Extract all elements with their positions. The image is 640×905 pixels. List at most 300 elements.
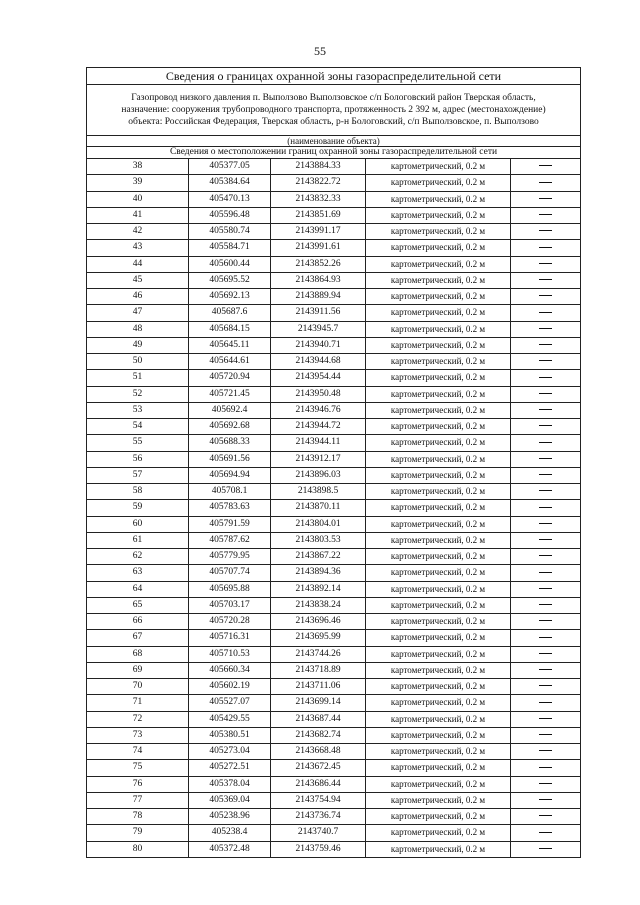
- dash-mark: [539, 783, 552, 784]
- coordinate-y: 2143718.89: [271, 662, 366, 678]
- point-number: 44: [87, 256, 189, 272]
- coordinate-y: 2143991.17: [271, 224, 366, 240]
- coordinate-y: 2143884.33: [271, 159, 366, 175]
- dash-mark: [539, 393, 552, 394]
- determination-method: картометрический, 0.2 м: [366, 419, 511, 435]
- coordinate-y: 2143944.11: [271, 435, 366, 451]
- empty-value-cell: [511, 776, 581, 792]
- dash-mark: [539, 523, 552, 524]
- dash-mark: [539, 653, 552, 654]
- empty-value-cell: [511, 354, 581, 370]
- point-number: 79: [87, 825, 189, 841]
- determination-method: картометрический, 0.2 м: [366, 256, 511, 272]
- empty-value-cell: [511, 224, 581, 240]
- coordinate-x: 405716.31: [189, 630, 271, 646]
- determination-method: картометрический, 0.2 м: [366, 662, 511, 678]
- coordinate-y: 2143991.61: [271, 240, 366, 256]
- coordinate-y: 2143672.45: [271, 760, 366, 776]
- coordinate-y: 2143954.44: [271, 370, 366, 386]
- point-number: 80: [87, 841, 189, 857]
- determination-method: картометрический, 0.2 м: [366, 614, 511, 630]
- table-row: [87, 646, 581, 662]
- dash-mark: [539, 328, 552, 329]
- determination-method: картометрический, 0.2 м: [366, 402, 511, 418]
- empty-value-cell: [511, 305, 581, 321]
- coordinate-x: 405584.71: [189, 240, 271, 256]
- coordinate-x: 405596.48: [189, 207, 271, 223]
- coordinate-x: 405694.94: [189, 467, 271, 483]
- point-number: 67: [87, 630, 189, 646]
- point-number: 47: [87, 305, 189, 321]
- dash-mark: [539, 718, 552, 719]
- determination-method: картометрический, 0.2 м: [366, 792, 511, 808]
- determination-method: картометрический, 0.2 м: [366, 289, 511, 305]
- dash-mark: [539, 442, 552, 443]
- coordinate-y: 2143940.71: [271, 337, 366, 353]
- table-row: [87, 825, 581, 841]
- table-row: [87, 727, 581, 743]
- point-number: 43: [87, 240, 189, 256]
- determination-method: картометрический, 0.2 м: [366, 305, 511, 321]
- coordinate-y: 2143832.33: [271, 191, 366, 207]
- point-number: 39: [87, 175, 189, 191]
- coordinate-x: 405600.44: [189, 256, 271, 272]
- table-row: [87, 159, 581, 175]
- determination-method: картометрический, 0.2 м: [366, 337, 511, 353]
- dash-mark: [539, 490, 552, 491]
- determination-method: картометрический, 0.2 м: [366, 435, 511, 451]
- coordinate-y: 2143889.94: [271, 289, 366, 305]
- determination-method: картометрический, 0.2 м: [366, 760, 511, 776]
- coordinate-y: 2143911.56: [271, 305, 366, 321]
- point-number: 52: [87, 386, 189, 402]
- coordinate-y: 2143687.44: [271, 711, 366, 727]
- coordinate-x: 405707.74: [189, 565, 271, 581]
- determination-method: картометрический, 0.2 м: [366, 744, 511, 760]
- determination-method: картометрический, 0.2 м: [366, 386, 511, 402]
- table-row: [87, 516, 581, 532]
- empty-value-cell: [511, 289, 581, 305]
- table-row: [87, 532, 581, 548]
- boundary-table: [86, 67, 581, 858]
- coordinate-x: 405470.13: [189, 191, 271, 207]
- determination-method: картометрический, 0.2 м: [366, 841, 511, 857]
- coordinate-y: 2143896.03: [271, 467, 366, 483]
- coordinate-y: 2143864.93: [271, 272, 366, 288]
- coordinate-x: 405687.6: [189, 305, 271, 321]
- point-number: 76: [87, 776, 189, 792]
- empty-value-cell: [511, 744, 581, 760]
- determination-method: картометрический, 0.2 м: [366, 500, 511, 516]
- determination-method: картометрический, 0.2 м: [366, 711, 511, 727]
- empty-value-cell: [511, 337, 581, 353]
- point-number: 78: [87, 809, 189, 825]
- table-row: [87, 467, 581, 483]
- document-title: Сведения о границах охранной зоны газораспределительной сети: [87, 68, 581, 85]
- point-number: 40: [87, 191, 189, 207]
- coordinate-y: 2143711.06: [271, 679, 366, 695]
- coordinate-x: 405695.88: [189, 581, 271, 597]
- empty-value-cell: [511, 565, 581, 581]
- point-number: 63: [87, 565, 189, 581]
- point-number: 51: [87, 370, 189, 386]
- empty-value-cell: [511, 760, 581, 776]
- coordinate-x: 405783.63: [189, 500, 271, 516]
- coordinate-y: 2143822.72: [271, 175, 366, 191]
- point-number: 77: [87, 792, 189, 808]
- table-row: [87, 662, 581, 678]
- coordinate-x: 405692.13: [189, 289, 271, 305]
- point-number: 46: [87, 289, 189, 305]
- coordinate-y: 2143695.99: [271, 630, 366, 646]
- coordinate-x: 405708.1: [189, 484, 271, 500]
- table-row: [87, 289, 581, 305]
- table-row: [87, 809, 581, 825]
- table-row: [87, 565, 581, 581]
- coordinate-x: 405684.15: [189, 321, 271, 337]
- point-number: 55: [87, 435, 189, 451]
- coordinate-x: 405791.59: [189, 516, 271, 532]
- coordinate-y: 2143803.53: [271, 532, 366, 548]
- point-number: 69: [87, 662, 189, 678]
- coordinate-y: 2143867.22: [271, 549, 366, 565]
- point-number: 48: [87, 321, 189, 337]
- dash-mark: [539, 604, 552, 605]
- coordinate-x: 405377.05: [189, 159, 271, 175]
- determination-method: картометрический, 0.2 м: [366, 354, 511, 370]
- point-number: 75: [87, 760, 189, 776]
- dash-mark: [539, 377, 552, 378]
- description-line: объекта: Российская Федерация, Тверская область, р-н Бологовский, с/п Выползовское, п. Выползово: [128, 117, 539, 127]
- table-row: [87, 370, 581, 386]
- dash-mark: [539, 815, 552, 816]
- determination-method: картометрический, 0.2 м: [366, 581, 511, 597]
- determination-method: картометрический, 0.2 м: [366, 727, 511, 743]
- empty-value-cell: [511, 825, 581, 841]
- dash-mark: [539, 637, 552, 638]
- coordinate-x: 405692.68: [189, 419, 271, 435]
- coordinate-y: 2143686.44: [271, 776, 366, 792]
- determination-method: картометрический, 0.2 м: [366, 240, 511, 256]
- table-row: [87, 175, 581, 191]
- table-row: [87, 386, 581, 402]
- determination-method: картометрический, 0.2 м: [366, 630, 511, 646]
- point-number: 64: [87, 581, 189, 597]
- coordinate-x: 405644.61: [189, 354, 271, 370]
- dash-mark: [539, 312, 552, 313]
- point-number: 60: [87, 516, 189, 532]
- point-number: 56: [87, 451, 189, 467]
- empty-value-cell: [511, 630, 581, 646]
- coordinate-y: 2143950.48: [271, 386, 366, 402]
- coordinate-y: 2143740.7: [271, 825, 366, 841]
- dash-mark: [539, 295, 552, 296]
- determination-method: картометрический, 0.2 м: [366, 516, 511, 532]
- dash-mark: [539, 750, 552, 751]
- point-number: 70: [87, 679, 189, 695]
- table-row: [87, 484, 581, 500]
- empty-value-cell: [511, 695, 581, 711]
- empty-value-cell: [511, 711, 581, 727]
- determination-method: картометрический, 0.2 м: [366, 159, 511, 175]
- coordinate-x: 405580.74: [189, 224, 271, 240]
- dash-mark: [539, 263, 552, 264]
- point-number: 53: [87, 402, 189, 418]
- coordinate-x: 405527.07: [189, 695, 271, 711]
- coordinate-y: 2143851.69: [271, 207, 366, 223]
- coordinate-x: 405378.04: [189, 776, 271, 792]
- coordinate-y: 2143759.46: [271, 841, 366, 857]
- determination-method: картометрический, 0.2 м: [366, 679, 511, 695]
- point-number: 62: [87, 549, 189, 565]
- empty-value-cell: [511, 792, 581, 808]
- dash-mark: [539, 539, 552, 540]
- empty-value-cell: [511, 256, 581, 272]
- dash-mark: [539, 214, 552, 215]
- empty-value-cell: [511, 419, 581, 435]
- determination-method: картометрический, 0.2 м: [366, 321, 511, 337]
- coordinate-x: 405691.56: [189, 451, 271, 467]
- determination-method: картометрический, 0.2 м: [366, 224, 511, 240]
- table-row: [87, 776, 581, 792]
- table-row: [87, 419, 581, 435]
- point-number: 38: [87, 159, 189, 175]
- point-number: 45: [87, 272, 189, 288]
- section-title: Сведения о местоположении границ охранной зоны газораспределительной сети: [87, 147, 581, 159]
- coordinate-y: 2143944.72: [271, 419, 366, 435]
- determination-method: картометрический, 0.2 м: [366, 484, 511, 500]
- description-line: Газопровод низкого давления п. Выползово Выползовское с/п Бологовский район Тверская область,: [131, 93, 536, 103]
- coordinate-x: 405384.64: [189, 175, 271, 191]
- point-number: 61: [87, 532, 189, 548]
- determination-method: картометрический, 0.2 м: [366, 370, 511, 386]
- point-number: 74: [87, 744, 189, 760]
- table-row: [87, 354, 581, 370]
- point-number: 49: [87, 337, 189, 353]
- coordinate-y: 2143945.7: [271, 321, 366, 337]
- empty-value-cell: [511, 597, 581, 613]
- coordinate-y: 2143892.14: [271, 581, 366, 597]
- empty-value-cell: [511, 614, 581, 630]
- dash-mark: [539, 620, 552, 621]
- coordinate-x: 405720.28: [189, 614, 271, 630]
- dash-mark: [539, 848, 552, 849]
- coordinate-y: 2143838.24: [271, 597, 366, 613]
- coordinate-y: 2143946.76: [271, 402, 366, 418]
- coordinate-x: 405372.48: [189, 841, 271, 857]
- table-row: [87, 256, 581, 272]
- dash-mark: [539, 344, 552, 345]
- table-row: [87, 679, 581, 695]
- dash-mark: [539, 507, 552, 508]
- table-row: [87, 597, 581, 613]
- coordinate-x: 405238.96: [189, 809, 271, 825]
- empty-value-cell: [511, 500, 581, 516]
- dash-mark: [539, 474, 552, 475]
- coordinate-x: 405720.94: [189, 370, 271, 386]
- empty-value-cell: [511, 207, 581, 223]
- determination-method: картометрический, 0.2 м: [366, 809, 511, 825]
- dash-mark: [539, 230, 552, 231]
- description-line: назначение: сооружения трубопроводного транспорта, протяженность 2 392 м, адрес (местонахождение): [121, 105, 546, 115]
- table-row: [87, 435, 581, 451]
- coordinate-y: 2143898.5: [271, 484, 366, 500]
- table-row: [87, 321, 581, 337]
- coordinate-x: 405272.51: [189, 760, 271, 776]
- determination-method: картометрический, 0.2 м: [366, 272, 511, 288]
- point-number: 41: [87, 207, 189, 223]
- point-number: 71: [87, 695, 189, 711]
- dash-mark: [539, 734, 552, 735]
- empty-value-cell: [511, 841, 581, 857]
- empty-value-cell: [511, 662, 581, 678]
- table-row: [87, 402, 581, 418]
- point-number: 66: [87, 614, 189, 630]
- empty-value-cell: [511, 435, 581, 451]
- empty-value-cell: [511, 467, 581, 483]
- dash-mark: [539, 767, 552, 768]
- coordinate-y: 2143894.36: [271, 565, 366, 581]
- empty-value-cell: [511, 727, 581, 743]
- empty-value-cell: [511, 159, 581, 175]
- page-number: 55: [314, 44, 326, 58]
- coordinate-y: 2143736.74: [271, 809, 366, 825]
- empty-value-cell: [511, 516, 581, 532]
- dash-mark: [539, 165, 552, 166]
- empty-value-cell: [511, 646, 581, 662]
- empty-value-cell: [511, 272, 581, 288]
- coordinate-x: 405692.4: [189, 402, 271, 418]
- determination-method: картометрический, 0.2 м: [366, 597, 511, 613]
- dash-mark: [539, 279, 552, 280]
- dash-mark: [539, 702, 552, 703]
- determination-method: картометрический, 0.2 м: [366, 565, 511, 581]
- coordinate-y: 2143668.48: [271, 744, 366, 760]
- coordinate-y: 2143912.17: [271, 451, 366, 467]
- determination-method: картометрический, 0.2 м: [366, 825, 511, 841]
- dash-mark: [539, 832, 552, 833]
- point-number: 58: [87, 484, 189, 500]
- determination-method: картометрический, 0.2 м: [366, 532, 511, 548]
- table-row: [87, 695, 581, 711]
- point-number: 57: [87, 467, 189, 483]
- coordinate-y: 2143699.14: [271, 695, 366, 711]
- dash-mark: [539, 425, 552, 426]
- point-number: 68: [87, 646, 189, 662]
- table-row: [87, 549, 581, 565]
- coordinate-x: 405273.04: [189, 744, 271, 760]
- table-row: [87, 272, 581, 288]
- coordinate-x: 405703.17: [189, 597, 271, 613]
- coordinate-x: 405688.33: [189, 435, 271, 451]
- coordinate-x: 405380.51: [189, 727, 271, 743]
- point-number: 72: [87, 711, 189, 727]
- coordinate-x: 405710.53: [189, 646, 271, 662]
- determination-method: картометрический, 0.2 м: [366, 776, 511, 792]
- coordinate-y: 2143944.68: [271, 354, 366, 370]
- determination-method: картометрический, 0.2 м: [366, 467, 511, 483]
- determination-method: картометрический, 0.2 м: [366, 207, 511, 223]
- empty-value-cell: [511, 549, 581, 565]
- empty-value-cell: [511, 386, 581, 402]
- coordinate-y: 2143744.26: [271, 646, 366, 662]
- coordinate-x: 405695.52: [189, 272, 271, 288]
- determination-method: картометрический, 0.2 м: [366, 191, 511, 207]
- empty-value-cell: [511, 175, 581, 191]
- dash-mark: [539, 409, 552, 410]
- coordinate-y: 2143804.01: [271, 516, 366, 532]
- determination-method: картометрический, 0.2 м: [366, 695, 511, 711]
- coordinate-y: 2143754.94: [271, 792, 366, 808]
- point-number: 59: [87, 500, 189, 516]
- dash-mark: [539, 555, 552, 556]
- table-row: [87, 337, 581, 353]
- empty-value-cell: [511, 679, 581, 695]
- dash-mark: [539, 458, 552, 459]
- empty-value-cell: [511, 451, 581, 467]
- coordinate-x: 405779.95: [189, 549, 271, 565]
- object-caption: (наименование объекта): [87, 136, 581, 147]
- table-row: [87, 224, 581, 240]
- empty-value-cell: [511, 402, 581, 418]
- point-number: 54: [87, 419, 189, 435]
- point-number: 50: [87, 354, 189, 370]
- dash-mark: [539, 799, 552, 800]
- table-row: [87, 581, 581, 597]
- point-number: 73: [87, 727, 189, 743]
- table-row: [87, 614, 581, 630]
- table-row: [87, 841, 581, 857]
- determination-method: картометрический, 0.2 м: [366, 175, 511, 191]
- table-row: [87, 792, 581, 808]
- dash-mark: [539, 669, 552, 670]
- dash-mark: [539, 182, 552, 183]
- table-row: [87, 744, 581, 760]
- empty-value-cell: [511, 240, 581, 256]
- dash-mark: [539, 198, 552, 199]
- dash-mark: [539, 588, 552, 589]
- dash-mark: [539, 685, 552, 686]
- table-row: [87, 305, 581, 321]
- table-row: [87, 711, 581, 727]
- table-row: [87, 500, 581, 516]
- coordinate-y: 2143852.26: [271, 256, 366, 272]
- coordinate-y: 2143696.46: [271, 614, 366, 630]
- table-row: [87, 760, 581, 776]
- coordinate-x: 405645.11: [189, 337, 271, 353]
- point-number: 65: [87, 597, 189, 613]
- determination-method: картометрический, 0.2 м: [366, 549, 511, 565]
- empty-value-cell: [511, 191, 581, 207]
- empty-value-cell: [511, 370, 581, 386]
- coordinate-x: 405238.4: [189, 825, 271, 841]
- empty-value-cell: [511, 321, 581, 337]
- coordinate-x: 405602.19: [189, 679, 271, 695]
- determination-method: картометрический, 0.2 м: [366, 451, 511, 467]
- coordinate-x: 405369.04: [189, 792, 271, 808]
- determination-method: картометрический, 0.2 м: [366, 646, 511, 662]
- coordinate-x: 405429.55: [189, 711, 271, 727]
- empty-value-cell: [511, 484, 581, 500]
- empty-value-cell: [511, 532, 581, 548]
- object-description: [87, 85, 581, 136]
- coordinate-x: 405721.45: [189, 386, 271, 402]
- empty-value-cell: [511, 809, 581, 825]
- point-number: 42: [87, 224, 189, 240]
- coordinate-y: 2143870.11: [271, 500, 366, 516]
- table-row: [87, 451, 581, 467]
- table-row: [87, 191, 581, 207]
